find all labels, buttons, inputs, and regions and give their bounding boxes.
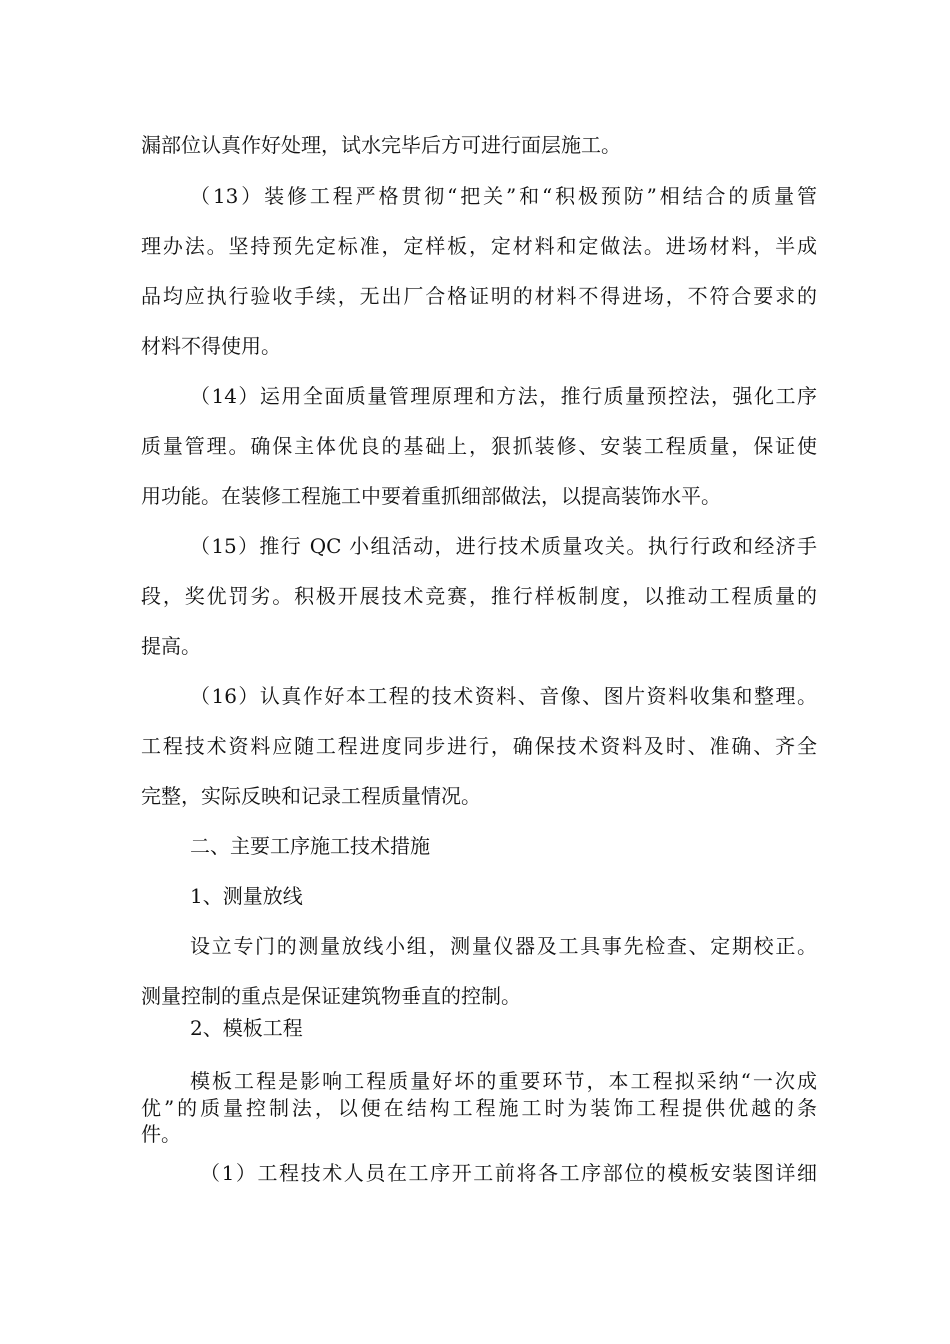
text-content: 漏部位认真作好处理，试水完毕后方可进行面层施工。 [141, 133, 621, 157]
text-content: 件。 [141, 1122, 181, 1146]
text-line-10 [0, 583, 950, 609]
text-line-9 [0, 533, 950, 559]
text-line-6 [0, 383, 950, 409]
subsection-heading-2 [0, 1015, 950, 1041]
text-content: （15）推行 QC 小组活动，进行技术质量攻关。执行行政和经济手 [190, 534, 817, 558]
text-line-5 [0, 333, 950, 359]
text-content: 用功能。在装修工程施工中要着重抓细部做法，以提高装饰水平。 [141, 484, 721, 508]
text-line-2 [0, 183, 950, 209]
text-line-3 [0, 233, 950, 259]
text-content: 1、测量放线 [190, 884, 303, 908]
text-line-23 [0, 1160, 950, 1186]
text-line-7 [0, 433, 950, 459]
text-content: 模板工程是影响工程质量好坏的重要环节，本工程拟采纳“一次成 [190, 1069, 817, 1093]
text-line-12 [0, 683, 950, 709]
text-content: 质量管理。确保主体优良的基础上，狠抓装修、安装工程质量，保证使 [141, 434, 817, 458]
text-content: （14）运用全面质量管理原理和方法，推行质量预控法，强化工序 [190, 384, 817, 408]
text-content: 段，奖优罚劣。积极开展技术竞赛，推行样板制度，以推动工程质量的 [141, 584, 817, 608]
text-line-14 [0, 783, 950, 809]
text-content: 品均应执行验收手续，无出厂合格证明的材料不得进场，不符合要求的 [141, 284, 817, 308]
text-content: 提高。 [141, 634, 201, 658]
text-content: 设立专门的测量放线小组，测量仪器及工具事先检查、定期校正。 [190, 934, 817, 958]
text-content: 二、主要工序施工技术措施 [190, 834, 430, 858]
text-content: 测量控制的重点是保证建筑物垂直的控制。 [141, 984, 521, 1008]
subsection-heading-1 [0, 883, 950, 909]
text-line-17 [0, 933, 950, 959]
text-line-22 [0, 1122, 950, 1146]
text-line-8 [0, 483, 950, 509]
text-content: （1）工程技术人员在工序开工前将各工序部位的模板安装图详细 [200, 1161, 817, 1185]
text-content: 材料不得使用。 [141, 334, 281, 358]
text-line-13 [0, 733, 950, 759]
text-content: 2、模板工程 [190, 1016, 303, 1040]
text-line-21 [0, 1096, 950, 1120]
text-line-4 [0, 283, 950, 309]
text-content: 完整，实际反映和记录工程质量情况。 [141, 784, 481, 808]
text-content: 工程技术资料应随工程进度同步进行，确保技术资料及时、准确、齐全 [141, 734, 817, 758]
text-line-11 [0, 633, 950, 659]
text-line-20 [0, 1069, 950, 1093]
text-line-1 [0, 132, 950, 158]
text-content: 优”的质量控制法，以便在结构工程施工时为装饰工程提供优越的条 [141, 1096, 817, 1120]
section-heading [0, 833, 950, 859]
text-line-18 [0, 983, 950, 1009]
text-content: （13）装修工程严格贯彻“把关”和“积极预防”相结合的质量管 [190, 184, 817, 208]
text-content: 理办法。坚持预先定标准，定样板，定材料和定做法。进场材料，半成 [141, 234, 817, 258]
text-content: （16）认真作好本工程的技术资料、音像、图片资料收集和整理。 [190, 684, 817, 708]
